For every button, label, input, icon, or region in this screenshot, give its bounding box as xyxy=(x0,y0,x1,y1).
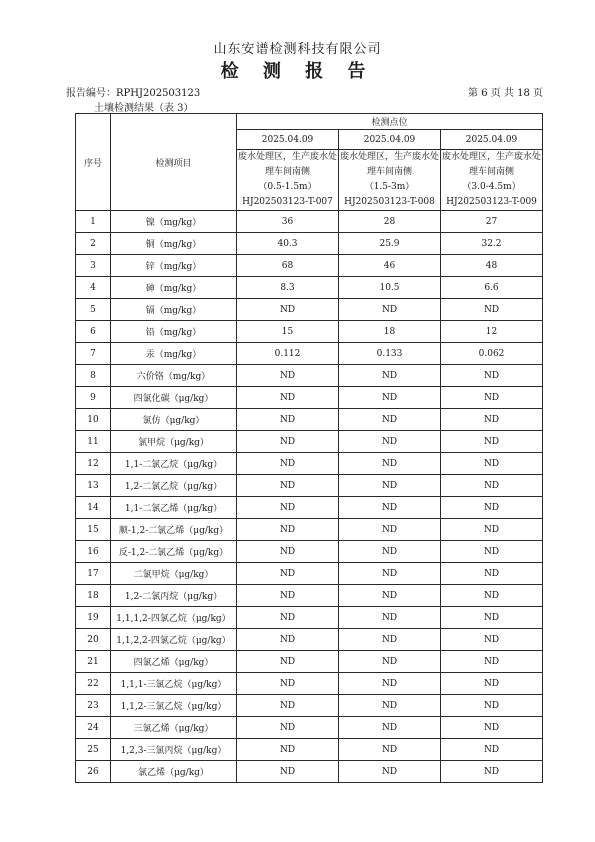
result-value: ND xyxy=(441,475,543,497)
point-description xyxy=(339,150,441,211)
result-value: ND xyxy=(237,651,339,673)
test-item: 汞（mg/kg） xyxy=(111,343,237,365)
result-value: 12 xyxy=(441,321,543,343)
test-item: 锌（mg/kg） xyxy=(111,255,237,277)
result-value: ND xyxy=(237,497,339,519)
result-value: 36 xyxy=(237,211,339,233)
test-item: 1,1,1,2-四氯乙烷（μg/kg） xyxy=(111,607,237,629)
table-row xyxy=(76,409,543,431)
table-row xyxy=(76,321,543,343)
table-row xyxy=(76,255,543,277)
result-value: ND xyxy=(339,761,441,783)
row-number: 19 xyxy=(76,607,111,629)
result-value: ND xyxy=(237,299,339,321)
point-date: 2025.04.09 xyxy=(237,130,339,150)
test-item: 镍（mg/kg） xyxy=(111,211,237,233)
result-value: ND xyxy=(237,519,339,541)
table-row xyxy=(76,365,543,387)
row-number: 16 xyxy=(76,541,111,563)
table-row xyxy=(76,541,543,563)
result-value: ND xyxy=(237,695,339,717)
row-number: 18 xyxy=(76,585,111,607)
result-value: 0.112 xyxy=(237,343,339,365)
result-value: ND xyxy=(441,563,543,585)
page-info: 第 6 页 共 18 页 xyxy=(468,88,543,99)
table-row xyxy=(76,453,543,475)
test-item: 氯乙烯（μg/kg） xyxy=(111,761,237,783)
row-number: 20 xyxy=(76,629,111,651)
test-item: 1,1,1-三氯乙烷（μg/kg） xyxy=(111,673,237,695)
result-value: ND xyxy=(237,739,339,761)
point-location: 废水处理区，生产废水处理车间南侧 xyxy=(442,152,542,177)
result-value: ND xyxy=(339,651,441,673)
result-value: ND xyxy=(339,299,441,321)
result-value: ND xyxy=(441,497,543,519)
result-value: ND xyxy=(237,475,339,497)
table-row xyxy=(76,431,543,453)
test-item: 1,2-二氯丙烷（μg/kg） xyxy=(111,585,237,607)
table-row xyxy=(76,761,543,783)
test-item: 氯甲烷（μg/kg） xyxy=(111,431,237,453)
result-value: ND xyxy=(339,585,441,607)
test-item: 反-1,2-二氯乙烯（μg/kg） xyxy=(111,541,237,563)
result-value: ND xyxy=(237,563,339,585)
result-value: ND xyxy=(339,365,441,387)
result-value: 15 xyxy=(237,321,339,343)
result-value: ND xyxy=(441,365,543,387)
row-number: 24 xyxy=(76,717,111,739)
result-value: ND xyxy=(441,673,543,695)
row-number: 23 xyxy=(76,695,111,717)
row-number: 21 xyxy=(76,651,111,673)
point-depth: （3.0-4.5m） xyxy=(462,182,521,192)
table-row xyxy=(76,585,543,607)
row-number: 4 xyxy=(76,277,111,299)
result-value: ND xyxy=(237,717,339,739)
test-item: 1,1-二氯乙烯（μg/kg） xyxy=(111,497,237,519)
result-value: ND xyxy=(237,453,339,475)
table-row xyxy=(76,607,543,629)
result-value: ND xyxy=(339,695,441,717)
result-value: ND xyxy=(339,541,441,563)
row-number: 14 xyxy=(76,497,111,519)
result-value: ND xyxy=(339,629,441,651)
result-value: ND xyxy=(339,739,441,761)
test-item: 六价铬（mg/kg） xyxy=(111,365,237,387)
test-item: 顺-1,2-二氯乙烯（μg/kg） xyxy=(111,519,237,541)
row-number: 26 xyxy=(76,761,111,783)
result-value: ND xyxy=(441,695,543,717)
row-number: 22 xyxy=(76,673,111,695)
result-value: ND xyxy=(441,299,543,321)
table-row xyxy=(76,563,543,585)
result-value: ND xyxy=(441,541,543,563)
col-header-points: 检测点位 xyxy=(237,114,543,130)
result-value: ND xyxy=(237,541,339,563)
test-item: 四氯化碳（μg/kg） xyxy=(111,387,237,409)
result-value: ND xyxy=(441,651,543,673)
result-value: ND xyxy=(339,497,441,519)
result-value: ND xyxy=(237,629,339,651)
test-item: 二氯甲烷（μg/kg） xyxy=(111,563,237,585)
table-row xyxy=(76,695,543,717)
table-row xyxy=(76,629,543,651)
point-sample-id: HJ202503123-T-008 xyxy=(344,197,435,207)
table-row xyxy=(76,299,543,321)
point-date: 2025.04.09 xyxy=(339,130,441,150)
point-location: 废水处理区，生产废水处理车间南侧 xyxy=(339,152,439,177)
table-row xyxy=(76,387,543,409)
result-value: ND xyxy=(339,453,441,475)
result-value: ND xyxy=(339,563,441,585)
row-number: 25 xyxy=(76,739,111,761)
table-row xyxy=(76,673,543,695)
result-value: ND xyxy=(237,673,339,695)
test-item: 1,2-二氯乙烷（μg/kg） xyxy=(111,475,237,497)
result-value: ND xyxy=(441,761,543,783)
result-value: ND xyxy=(441,629,543,651)
result-value: 28 xyxy=(339,211,441,233)
test-item: 1,1-二氯乙烷（μg/kg） xyxy=(111,453,237,475)
test-item: 镉（mg/kg） xyxy=(111,299,237,321)
row-number: 1 xyxy=(76,211,111,233)
result-value: 18 xyxy=(339,321,441,343)
point-sample-id: HJ202503123-T-009 xyxy=(446,197,537,207)
point-description xyxy=(237,150,339,211)
result-value: ND xyxy=(237,761,339,783)
row-number: 17 xyxy=(76,563,111,585)
row-number: 11 xyxy=(76,431,111,453)
result-value: ND xyxy=(237,409,339,431)
document-title: 检 测 报 告 xyxy=(220,61,375,82)
result-value: ND xyxy=(339,519,441,541)
table-caption: 土壤检测结果（表 3） xyxy=(94,103,194,114)
test-item: 砷（mg/kg） xyxy=(111,277,237,299)
test-item: 铜（mg/kg） xyxy=(111,233,237,255)
test-item: 1,1,2,2-四氯乙烷（μg/kg） xyxy=(111,629,237,651)
test-item: 四氯乙烯（μg/kg） xyxy=(111,651,237,673)
result-value: ND xyxy=(339,409,441,431)
company-name: 山东安谱检测科技有限公司 xyxy=(213,42,382,57)
table-row xyxy=(76,717,543,739)
point-date: 2025.04.09 xyxy=(441,130,543,150)
result-value: 27 xyxy=(441,211,543,233)
result-value: ND xyxy=(441,739,543,761)
result-value: ND xyxy=(441,585,543,607)
col-header-item: 检测项目 xyxy=(111,114,237,211)
result-value: 32.2 xyxy=(441,233,543,255)
point-depth: （0.5-1.5m） xyxy=(258,182,317,192)
result-value: 68 xyxy=(237,255,339,277)
result-value: 48 xyxy=(441,255,543,277)
table-row xyxy=(76,211,543,233)
point-location: 废水处理区，生产废水处理车间南侧 xyxy=(237,152,337,177)
result-value: 40.3 xyxy=(237,233,339,255)
row-number: 13 xyxy=(76,475,111,497)
results-table xyxy=(75,113,543,783)
table-row xyxy=(76,277,543,299)
test-item: 三氯乙烯（μg/kg） xyxy=(111,717,237,739)
result-value: ND xyxy=(237,585,339,607)
result-value: 8.3 xyxy=(237,277,339,299)
result-value: ND xyxy=(237,365,339,387)
result-value: ND xyxy=(441,717,543,739)
result-value: ND xyxy=(339,475,441,497)
table-row xyxy=(76,343,543,365)
row-number: 7 xyxy=(76,343,111,365)
result-value: 6.6 xyxy=(441,277,543,299)
row-number: 9 xyxy=(76,387,111,409)
row-number: 8 xyxy=(76,365,111,387)
table-row xyxy=(76,651,543,673)
point-depth: （1.5-3m） xyxy=(364,182,415,192)
test-item: 铅（mg/kg） xyxy=(111,321,237,343)
report-number: 报告编号：RPHJ202503123 xyxy=(66,88,201,99)
table-row xyxy=(76,233,543,255)
result-value: ND xyxy=(237,387,339,409)
row-number: 6 xyxy=(76,321,111,343)
result-value: 10.5 xyxy=(339,277,441,299)
result-value: ND xyxy=(441,387,543,409)
result-value: ND xyxy=(441,519,543,541)
result-value: ND xyxy=(339,431,441,453)
result-value: ND xyxy=(441,409,543,431)
row-number: 12 xyxy=(76,453,111,475)
table-row xyxy=(76,497,543,519)
row-number: 2 xyxy=(76,233,111,255)
test-item: 1,1,2-三氯乙烷（μg/kg） xyxy=(111,695,237,717)
test-item: 氯仿（μg/kg） xyxy=(111,409,237,431)
result-value: 0.062 xyxy=(441,343,543,365)
result-value: ND xyxy=(237,431,339,453)
result-value: ND xyxy=(441,453,543,475)
row-number: 3 xyxy=(76,255,111,277)
result-value: ND xyxy=(441,607,543,629)
result-value: ND xyxy=(339,673,441,695)
row-number: 10 xyxy=(76,409,111,431)
result-value: ND xyxy=(339,607,441,629)
result-value: ND xyxy=(237,607,339,629)
result-value: 25.9 xyxy=(339,233,441,255)
col-header-seq: 序号 xyxy=(76,114,111,211)
table-row xyxy=(76,519,543,541)
table-row xyxy=(76,739,543,761)
test-item: 1,2,3-三氯丙烷（μg/kg） xyxy=(111,739,237,761)
table-row xyxy=(76,475,543,497)
point-sample-id: HJ202503123-T-007 xyxy=(242,197,333,207)
result-value: ND xyxy=(339,717,441,739)
point-description xyxy=(441,150,543,211)
result-value: 0.133 xyxy=(339,343,441,365)
row-number: 5 xyxy=(76,299,111,321)
result-value: ND xyxy=(339,387,441,409)
row-number: 15 xyxy=(76,519,111,541)
result-value: 46 xyxy=(339,255,441,277)
result-value: ND xyxy=(441,431,543,453)
